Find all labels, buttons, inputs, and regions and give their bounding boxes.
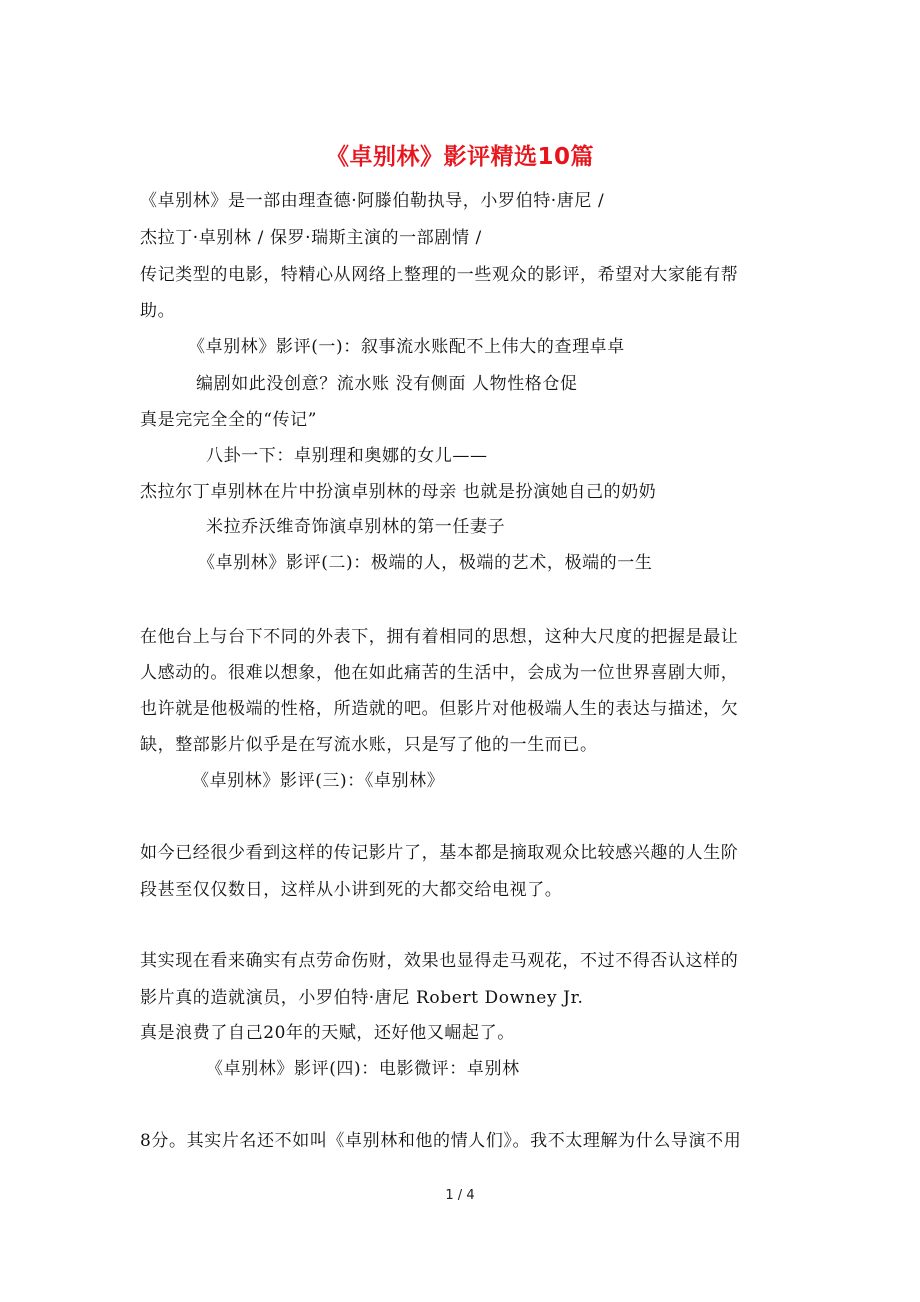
review-3-line-1: 如今已经很少看到这样的传记影片了，基本都是摘取观众比较感兴趣的人生阶 — [140, 843, 739, 863]
review-3-line-2: 段甚至仅仅数日，这样从小讲到死的大都交给电视了。 — [140, 880, 563, 900]
review-2-line-4: 缺，整部影片似乎是在写流水账，只是写了他的一生而已。 — [140, 735, 598, 755]
intro-line-1: 《卓别林》是一部由理查德·阿滕伯勒执导，小罗伯特·唐尼 / — [140, 191, 605, 211]
review-1-line-5: 米拉乔沃维奇饰演卓别林的第一任妻子 — [206, 517, 506, 537]
review-heading-4: 《卓别林》影评(四)：电影微评：卓别林 — [206, 1059, 520, 1079]
review-heading-3: 《卓别林》影评(三)：《卓别林》 — [192, 771, 445, 791]
review-heading-2: 《卓别林》影评(二)：极端的人，极端的艺术，极端的一生 — [198, 553, 653, 573]
review-2-line-1: 在他台上与台下不同的外表下，拥有着相同的思想，这种大尺度的把握是最让 — [140, 627, 739, 647]
review-4-line-1: 8分。其实片名还不如叫《卓别林和他的情人们》。我不太理解为什么导演不用 — [140, 1131, 742, 1151]
intro-line-4: 助。 — [140, 301, 176, 321]
page-number: 1 / 4 — [445, 1188, 475, 1203]
review-2-line-3: 也许就是他极端的性格，所造就的吧。但影片对他极端人生的表达与描述，欠 — [140, 699, 739, 719]
review-1-line-4: 杰拉尔丁卓别林在片中扮演卓别林的母亲 也就是扮演她自己的奶奶 — [140, 482, 657, 502]
review-2-line-2: 人感动的。很难以想象，他在如此痛苦的生活中，会成为一位世界喜剧大师， — [140, 663, 739, 683]
review-3-line-3: 其实现在看来确实有点劳命伤财，效果也显得走马观花，不过不得否认这样的 — [140, 951, 739, 971]
review-1-line-3: 八卦一下：卓别理和奥娜的女儿—— — [206, 446, 488, 466]
document-title: 《卓别林》影评精选10篇 — [325, 144, 594, 170]
review-3-line-5: 真是浪费了自己20年的天赋，还好他又崛起了。 — [140, 1023, 515, 1043]
intro-line-3: 传记类型的电影，特精心从网络上整理的一些观众的影评，希望对大家能有帮 — [140, 265, 739, 285]
review-1-line-1: 编剧如此没创意？流水账 没有侧面 人物性格仓促 — [196, 374, 578, 394]
review-heading-1: 《卓别林》影评(一)：叙事流水账配不上伟大的查理卓卓 — [188, 337, 625, 357]
review-3-line-4: 影片真的造就演员，小罗伯特·唐尼 Robert Downey Jr. — [140, 988, 584, 1008]
intro-line-2: 杰拉丁·卓别林 / 保罗·瑞斯主演的一部剧情 / — [140, 228, 482, 248]
review-1-line-2: 真是完完全全的“传记” — [140, 410, 317, 430]
